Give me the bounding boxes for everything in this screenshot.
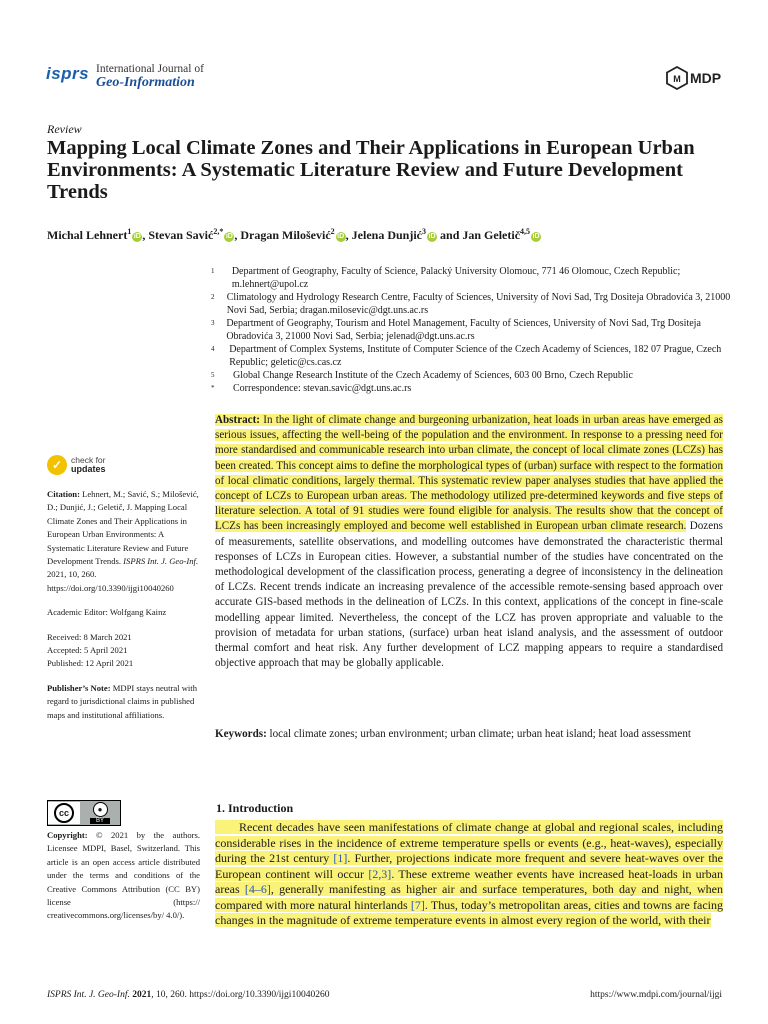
author-affiliation-ref: 2,* <box>213 227 224 236</box>
abstract-text: Dozens of measurements, satellite observations, and modelling outcomes have demonstrated the characteristic thermal responses of LCZs in European cities. However, a substantial number of the studies have concentrated on the methodological development of the classification process, generating a degree of inconsistency in the delineation of LCZs. Recent trends indicate an increasing prevalence of the accessible remote-sensing based approach over accurate GIS-based methods in the delineation of LCZs. In this context, applications of the concept in fine-scale modelling appear limited. Nevertheless, the concept of the LCZ has proven appropriate and valuable to the provision of metadata for urban stations, (surface) urban heat island analysis, and the assessment of outdoor thermal comfort and heat risk. Any further development of LCZ mapping appears to require a standardised objective approach that may be globally applicable. <box>215 520 724 670</box>
affiliation-item <box>211 265 731 291</box>
intro-text: . Further, projections indicate more frequent and severe heat-waves over the European continent will occur <box>215 851 723 881</box>
footer-doi[interactable]: , 10, 260. https://doi.org/10.3390/ijgi10040260 <box>151 990 330 1000</box>
abstract <box>215 413 723 671</box>
intro-text: . These extreme weather events have increased heat-loads in urban areas <box>215 866 723 896</box>
intro-highlight <box>215 820 723 927</box>
footer-citation <box>47 990 329 1000</box>
publisher-note-label: Publisher’s Note: <box>47 682 111 693</box>
abstract-highlight <box>215 414 723 532</box>
author-name[interactable]: Jelena Dunjić <box>351 228 423 242</box>
page-title: Mapping Local Climate Zones and Their Applications in European Urban Environments: A Systematic Literature Review and Future Development Trends <box>47 137 695 203</box>
affiliation-number: 2 <box>211 293 215 301</box>
author-name[interactable]: Dragan Milošević <box>240 228 331 242</box>
date-published: Published: 12 April 2021 <box>47 658 134 669</box>
footer-year: 2021 <box>132 990 152 1000</box>
check-for-updates-button[interactable] <box>47 455 106 475</box>
publisher-note <box>47 682 200 722</box>
affiliation-text: Department of Geography, Tourism and Hotel Management, Faculty of Sciences, University of Novi Sad, Trg Dositeja Obradovića 3, 21000 Novi Sad, Serbia; jelenad@dgt.uns.ac.rs <box>226 318 701 342</box>
citation-journal: ISPRS Int. J. Geo-Inf. <box>123 556 199 567</box>
date-received: Received: 8 March 2021 <box>47 631 132 642</box>
orcid-icon[interactable]: iD <box>337 233 345 240</box>
orcid-icon[interactable]: iD <box>225 233 233 240</box>
creative-commons-icon: cc <box>54 803 74 823</box>
keywords-label: Keywords: <box>215 728 267 740</box>
affiliation-number: 3 <box>211 319 215 327</box>
svg-text:MDPI: MDPI <box>690 70 722 86</box>
affiliation-text: Correspondence: stevan.savic@dgt.uns.ac.rs <box>233 383 412 394</box>
orcid-icon[interactable]: iD <box>532 233 540 240</box>
citation-doi[interactable]: 2021, 10, 260. https://doi.org/10.3390/ijgi10040260 <box>47 569 174 593</box>
citation-link[interactable]: [1] <box>333 851 348 865</box>
academic-editor: Academic Editor: Wolfgang Kainz <box>47 607 167 618</box>
citation-text: Lehnert, M.; Savić, S.; Milošević, D.; Dunjić, J.; Geletič, J. Mapping Local Climate Zones and Their Applications in European Urban Environments: A Systematic Literature Review and Future Development Trends. <box>47 489 199 567</box>
section-heading: 1. Introduction <box>216 801 294 815</box>
by-label: BY <box>90 818 110 824</box>
intro-text: Recent decades have seen manifestations of climate change at global and regional scales, including considerable rises in the incidence of extreme temperature spells or events (e.g., heat-waves), especially during the 21st century <box>215 820 723 865</box>
citation-label: Citation: <box>47 489 80 499</box>
affiliation-item <box>211 382 731 395</box>
affiliation-number: 1 <box>211 267 215 275</box>
author-affiliation-ref: 4,5 <box>520 227 531 236</box>
check-updates-line1: check for <box>71 455 106 465</box>
copyright-text: © 2021 by the authors. Licensee MDPI, Basel, Switzerland. This article is an open access article distributed under the terms and conditions of the Creative Commons Attribution (CC BY) license (https:// creativecommons.org/licenses/by/ 4.0/). <box>47 830 200 921</box>
footer-journal: ISPRS Int. J. Geo-Inf. <box>47 990 130 1000</box>
intro-text: . Thus, today’s metropolitan areas, cities and towns are facing changes in the magnitude of extreme temperature events in almost every region of the world, with their <box>215 897 723 927</box>
orcid-icon[interactable]: iD <box>428 233 436 240</box>
affiliation-text: Climatology and Hydrology Research Centre, Faculty of Sciences, University of Novi Sad, Trg Dositeja Obradovića 3, 21000 Novi Sad, Serbia; dragan.milosevic@dgt.uns.ac.rs <box>226 292 731 316</box>
author-name[interactable]: Jan Geletič <box>462 228 521 242</box>
copyright <box>47 829 200 923</box>
affiliation-number: 5 <box>211 371 215 379</box>
affiliation-text: Global Change Research Institute of the Czech Academy of Sciences, 603 00 Brno, Czech Republic <box>233 370 633 381</box>
author-list: Michal Lehnert$^1$iD , Stevan Savić$^{2,*}$iD , Dragan Milošević$^2$iD , Jelena Dunjić$^3$iD and Jan Geletič$^{4,5}$iD <box>47 227 540 242</box>
mdpi-logo <box>666 66 722 95</box>
date-accepted: Accepted: 5 April 2021 <box>47 645 128 656</box>
footer-journal-url[interactable]: https://www.mdpi.com/journal/ijgi <box>590 990 722 1000</box>
affiliations <box>211 265 731 395</box>
journal-name <box>96 62 204 90</box>
affiliation-text: Department of Geography, Faculty of Science, Palacký University Olomouc, 771 46 Olomouc, Czech Republic; m.lehnert@upol.cz <box>231 266 681 290</box>
affiliation-number: * <box>211 384 215 392</box>
author-name[interactable]: Stevan Savić <box>148 228 214 242</box>
cc-by-license-badge[interactable] <box>47 800 121 826</box>
article-sidebar <box>47 488 200 733</box>
svg-text:M: M <box>673 74 681 84</box>
person-icon: ● <box>93 802 108 817</box>
orcid-icon[interactable]: iD <box>133 233 141 240</box>
citation-link[interactable]: [7] <box>410 897 425 912</box>
abstract-highlighted-text: In the light of climate change and burgeoning urbanization, heat loads in urban areas have emerged as serious issues, affecting the well-being of the population and the environment. In response to a pressing need for more standardised and communicable research into urban climate, the concept of local climate zones (LCZs) has been created. This concept aims to define the morphological types of (urban) surface with respect to the formation of local climatic conditions, largely thermal. This systematic review paper analyses studies that have applied the concept of LCZs to European urban areas. The methodology utilized pre-determined keywords and five steps of literature selection. A total of 91 studies were found eligible for analysis. The results show that the concept of LCZs has been increasingly employed and become well established in European urban climate research. <box>215 414 723 533</box>
author-affiliation-ref: 2 <box>330 227 335 236</box>
citation-link[interactable]: [4–6] <box>244 882 271 896</box>
publisher-note-text: MDPI stays neutral with regard to jurisdictional claims in published maps and institutional affiliations. <box>47 682 197 720</box>
affiliation-text: Department of Complex Systems, Institute of Computer Science of the Czech Academy of Sciences, 182 07 Prague, Czech Republic; geletic@cs.cas.cz <box>229 344 722 368</box>
author-affiliation-ref: 1 <box>127 227 132 236</box>
check-updates-line2: updates <box>71 464 106 474</box>
copyright-label: Copyright: <box>47 830 88 840</box>
dates <box>47 631 200 671</box>
affiliation-item <box>211 291 731 317</box>
keywords-text: local climate zones; urban environment; urban climate; urban heat island; heat load assessment <box>266 728 691 740</box>
checkmark-icon: ✓ <box>47 455 67 475</box>
affiliation-item <box>211 369 731 382</box>
intro-text: , generally manifesting as higher air and surface temperatures, both day and night, when compared with more natural hinterlands <box>215 882 723 912</box>
citation <box>47 488 200 595</box>
journal-name-line2: Geo-Information <box>96 75 195 90</box>
affiliation-number: 4 <box>211 345 215 353</box>
intro-paragraph <box>215 820 723 929</box>
journal-name-line1: International Journal of <box>96 63 204 75</box>
author-name[interactable]: Michal Lehnert <box>47 228 128 242</box>
article-type: Review <box>47 122 82 136</box>
isprs-logo: isprs <box>46 64 90 83</box>
keywords <box>215 727 723 742</box>
author-affiliation-ref: 3 <box>422 227 427 236</box>
abstract-label: Abstract: <box>215 414 260 426</box>
citation-link[interactable]: [2,3] <box>368 866 392 881</box>
affiliation-item <box>211 343 731 369</box>
affiliation-item <box>211 317 731 343</box>
